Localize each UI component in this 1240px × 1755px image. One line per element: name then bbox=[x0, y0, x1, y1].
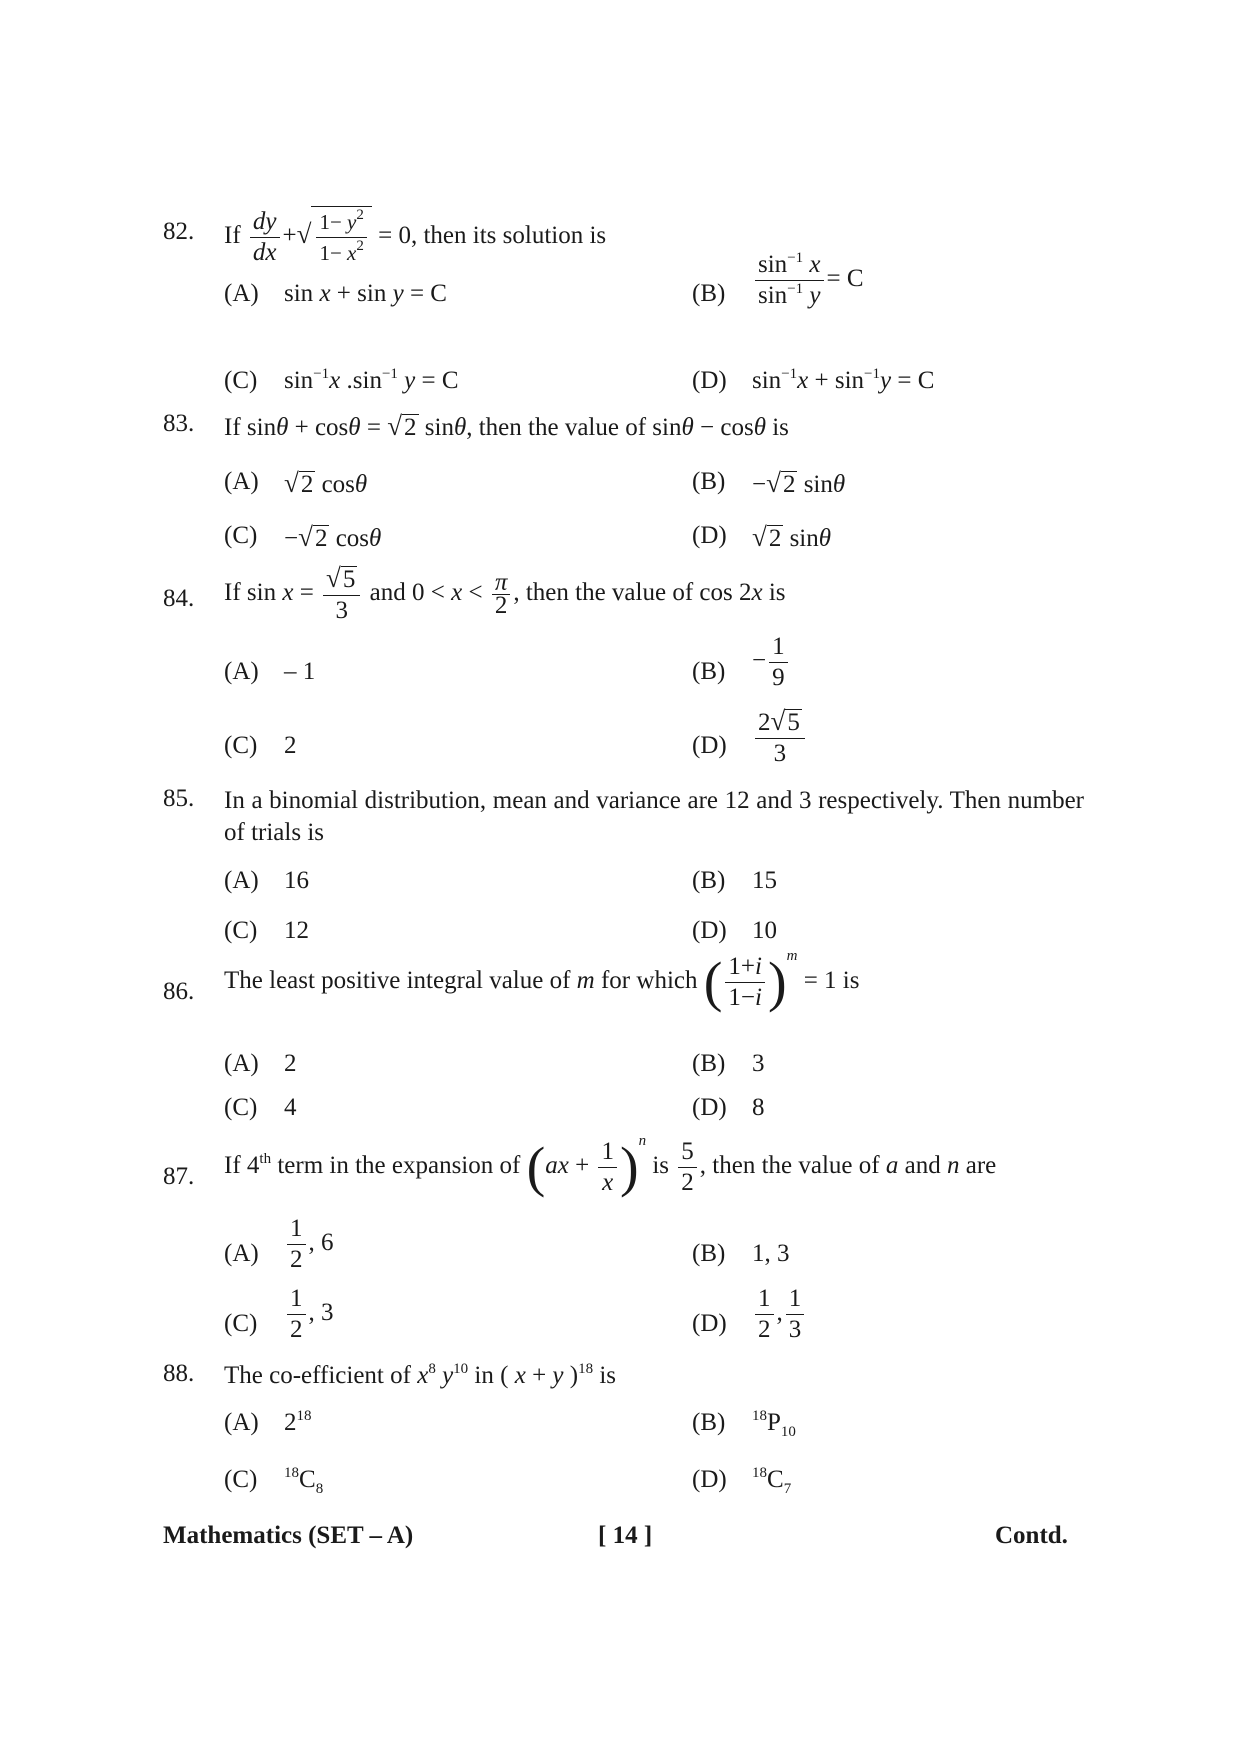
math-fraction: $\frac{1}{3}$ bbox=[786, 1284, 805, 1345]
question-stem: If sinθ + cosθ = √2 sinθ, then the value of sinθ − cosθ is bbox=[224, 411, 789, 441]
question-stem: If $\frac{dy}{dx}$ +√ $\frac{1- y^2}{1- x^2}$ = 0, then its solution is bbox=[224, 207, 607, 266]
footer-subject: Mathematics (SET – A) bbox=[163, 1522, 414, 1549]
math-fraction: $\frac{1}{2}$ bbox=[287, 1284, 306, 1345]
math-fraction: $\frac{1- y^2}{1- x^2}$ bbox=[316, 207, 366, 268]
math-fraction: $\frac{dy}{dx}$ bbox=[250, 207, 280, 268]
math-fraction: $\frac{1}{9}$ bbox=[769, 632, 788, 693]
math-fraction: $\frac{1}{2}$ bbox=[755, 1284, 774, 1345]
question-number: 82. bbox=[163, 218, 195, 245]
math-fraction: $\frac{\pi}{2}$ bbox=[492, 572, 511, 617]
math-fraction: $\frac{1}{2}$ bbox=[287, 1214, 306, 1275]
question-stem: If sin x = $\frac{√5}{3}$ and 0 < x < $\frac{\pi}{2}$ , then the value of cos 2x is bbox=[224, 563, 786, 624]
question-stem: The co-efficient of $x^8$ $y^{10}$ in ( x + y )$^{18}$ is bbox=[224, 1361, 617, 1389]
math-fraction: $\frac{√5}{3}$ bbox=[323, 563, 360, 626]
question-stem: The least positive integral value of m for which ( $\frac{1+i}{1-i}$ )$^m$ = 1 is bbox=[224, 948, 860, 1014]
question-stem: In a binomial distribution, mean and variance are 12 and 3 respectively. Then number of trials is bbox=[224, 787, 1084, 846]
footer-contd: Contd. bbox=[995, 1522, 1068, 1549]
math-fraction: $\frac{2√5}{3}$ bbox=[755, 706, 805, 769]
footer-page-number: [ 14 ] bbox=[598, 1522, 653, 1549]
math-fraction: $\frac{5}{2}$ bbox=[678, 1137, 697, 1198]
math-fraction: $\frac{\sin^{-1} x}{\sin^{-1} y}$ bbox=[755, 250, 824, 311]
exam-page: 82. If $\frac{dy}{dx}$ +√ $\frac{1- y^2}{1- x^2}$ = 0, then its solution is (A) sin x + sin y = C (B) $\frac{\sin^{-1} x}{\sin^{-1} y}$ = C (C) $\sin^{-1}x$ $.\sin^{-1}$ y = C (D) $\sin^{-1}x + \sin^{-1}y = C$ 83. If sinθ + cosθ = √2 sinθ, then the value of sinθ − cosθ is (A) √2 cosθ (B) −√2 sinθ (C) −√2 cosθ (D) √2 sinθ 84. If sin x = $\frac{√5}{3}$ and 0 < x < $\frac{\pi}{2}$ , then the value of cos 2x is (A) – 1 (B) − $\frac{1}{9}$ (C) 2 (D) $\frac{2√5}{3}$ 85. In a binomial distribution, mean and variance are 12 and 3 respectively. Then number of trials is (A) 16 (B) 15 (C) 12 (D) 10 86. The least positive integral value of m for which ( $\frac{1+i}{1-i}$ )$^m$ = 1 is (A) 2 (B) 3 (C) 4 (D) 8 87. If 4th term in the expansion of (ax + $\frac{1}{x}$ )$^n$ is $\frac{5}{2}$ , then the value of a and n are (A) $\frac{1}{2}$ , 6 (B) 1, 3 (C) $\frac{1}{2}$ , 3 (D) $\frac{1}{2}$ , $\frac{1}{3}$ 88. The co-efficient of $x^8$ $y^{10}$ in ( x + y )$^{18}$ is (A) $2^{18}$ (B) $^{18}P_{10}$ (C) $^{18}C_8$ (D) $^{18}C_7$ Mathematics (SET – A) [ 14 ] Contd. bbox=[163, 207, 1084, 1549]
math-fraction: $\frac{1+i}{1-i}$ bbox=[725, 952, 765, 1013]
math-fraction: $\frac{1}{x}$ bbox=[598, 1137, 617, 1198]
question-stem: If 4th term in the expansion of (ax + $\frac{1}{x}$ )$^n$ is $\frac{5}{2}$ , then the value of a and n are bbox=[224, 1133, 997, 1199]
